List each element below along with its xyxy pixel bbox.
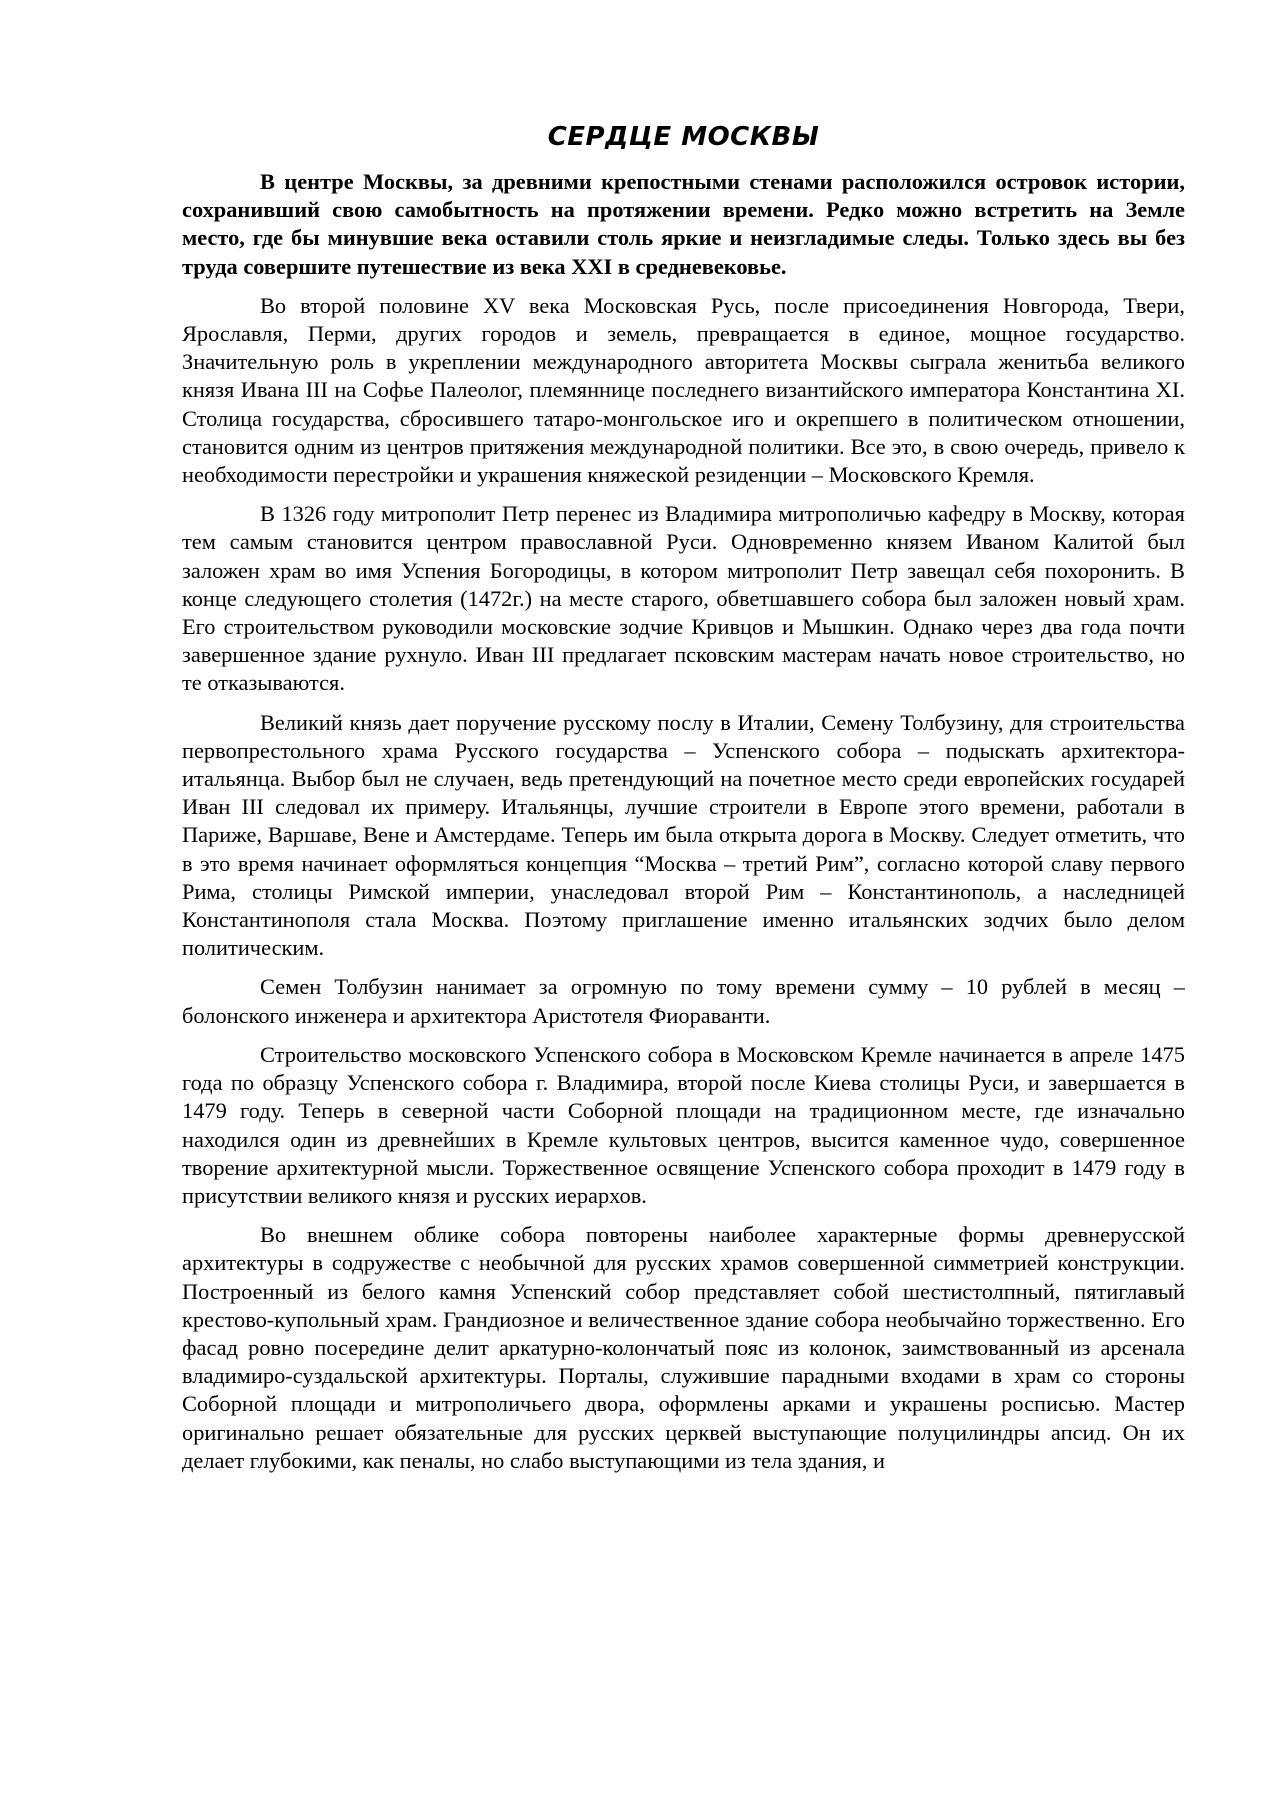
paragraph-2: В 1326 году митрополит Петр перенес из Владимира митрополичью кафедру в Москву, которая тем самым становится центром православной Руси. Одновременно князем Иваном Калитой был заложен храм во имя Успения Богородицы, в котором митрополит Петр завещал себя похоронить. В конце следующего столетия (1472г.) на месте старого, обветшавшего собора был заложен новый храм. Его строительством руководили московские зодчие Кривцов и Мышкин. Однако через два года почти завершенное здание рухнуло. Иван III предлагает псковским мастерам начать новое строительство, но те отказываются. <box>182 501 1185 696</box>
document-body <box>182 120 1185 1486</box>
paragraph-5: Строительство московского Успенского собора в Московском Кремле начинается в апреле 1475 года по образцу Успенского собора г. Владимира, второй после Киева столицы Руси, и завершается в 1479 году. Теперь в северной части Соборной площади на традиционном месте, где изначально находился один из древнейших в Кремле культовых центров, высится каменное чудо, совершенное творение архитектурной мысли. Торжественное освящение Успенского собора проходит в 1479 году в присутствии великого князя и русских иерархов. <box>182 1041 1185 1208</box>
paragraph-1: Во второй половине XV века Московская Русь, после присоединения Новгорода, Твери, Ярославля, Перми, других городов и земель, превращается в единое, мощное государство. Значительную роль в укреплении международного авторитета Москвы сыграла женитьба великого князя Ивана III на Софье Палеолог, племяннице последнего византийского императора Константина XI. Столица государства, сбросившего татаро-монгольское иго и окрепшего в политическом отношении, становится одним из центров притяжения международной политики. Все это, в свою очередь, привело к необходимости перестройки и украшения княжеской резиденции – Московского Кремля. <box>182 292 1185 488</box>
lead-paragraph: В центре Москвы, за древними крепостными стенами расположился островок истории, сохранивший свою самобытность на протяжении времени. Редко можно встретить на Земле место, где бы минувшие века оставили столь яркие и неизгладимые следы. Только здесь вы без труда совершите путешествие из века XXI в средневековье. <box>182 169 1185 279</box>
paragraph-3: Великий князь дает поручение русскому послу в Италии, Семену Толбузину, для строительства первопрестольного храма Русского государства – Успенского собора – подыскать архитектора-итальянца. Выбор был не случаен, ведь претендующий на почетное место среди европейских государей Иван III следовал их примеру. Итальянцы, лучшие строители в Европе этого времени, работали в Париже, Варшаве, Вене и Амстердаме. Теперь им была открыта дорога в Москву. Следует отметить, что в это время начинает оформляться концепция “Москва – третий Рим”, согласно которой славу первого Рима, столицы Римской империи, унаследовал второй Рим – Константинополь, а наследницей Константинополя стала Москва. Поэтому приглашение именно итальянских зодчих было делом политическим. <box>182 709 1185 961</box>
page-title: СЕРДЦЕ МОСКВЫ <box>547 122 820 152</box>
paragraph-6: Во внешнем облике собора повторены наиболее характерные формы древнерусской архитектуры в содружестве с необычной для русских храмов совершенной симметрией конструкции. Построенный из белого камня Успенский собор представляет собой шестистолпный, пятиглавый крестово-купольный храм. Грандиозное и величественное здание собора необычайно торжественно. Его фасад ровно посередине делит аркатурно-колончатый пояс из колонок, заимствованный из арсенала владимиро-суздальской архитектуры. Порталы, служившие парадными входами в храм со стороны Соборной площади и митрополичьего двора, оформлены арками и украшены росписью. Мастер оригинально решает обязательные для русских церквей выступающие полуцилиндры апсид. Он их делает глубокими, как пеналы, но слабо выступающими из тела здания, и <box>182 1222 1185 1473</box>
paragraph-4: Семен Толбузин нанимает за огромную по тому времени сумму – 10 рублей в месяц – болонского инженера и архитектора Аристотеля Фиораванти. <box>182 974 1185 1028</box>
